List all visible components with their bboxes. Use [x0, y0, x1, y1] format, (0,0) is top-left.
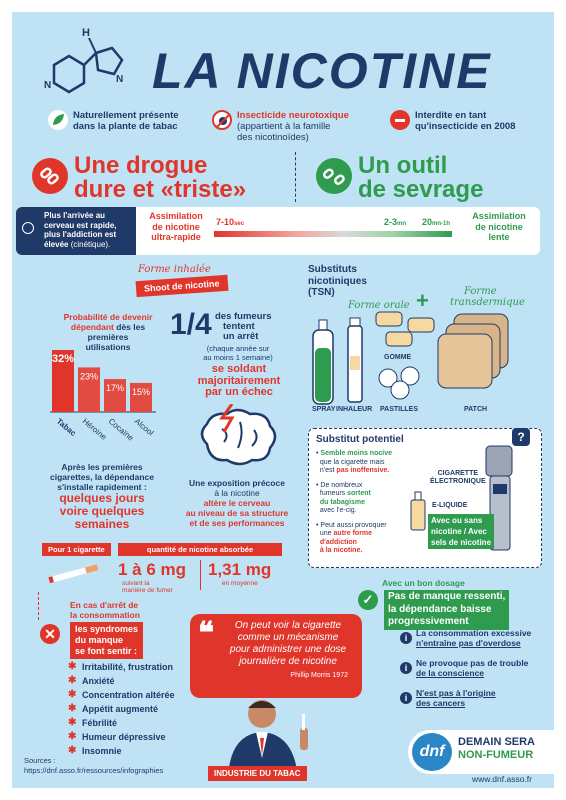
- slow-label-2: de nicotine: [475, 221, 523, 232]
- intro-line3: plus l'addiction est: [44, 230, 117, 239]
- withdrawal-l3: les syndromes: [75, 624, 139, 634]
- b3b: une: [319, 530, 332, 537]
- b1d: pas inoffensive.: [336, 467, 390, 474]
- withdrawal-list: [68, 660, 175, 758]
- lozenge-label: PASTILLES: [380, 406, 418, 413]
- page-title: LA NICOTINE: [152, 43, 492, 99]
- spray-label: SPRAY: [312, 406, 336, 413]
- fast-label: [140, 211, 212, 243]
- info-2a: Ne provoque pas de trouble: [416, 658, 529, 668]
- svg-text:H: H: [82, 27, 90, 39]
- cigarette-icon: [46, 560, 106, 584]
- brand-slogan: [458, 736, 535, 762]
- b1c: n'est: [319, 467, 335, 474]
- withdrawal-dash: [38, 592, 39, 620]
- after-l5: voire quelques: [59, 504, 145, 518]
- info-icon: i: [400, 662, 412, 674]
- feature-plant-line2: dans la plante de tabac: [73, 121, 178, 132]
- potential-title: Substitut potentiel: [316, 434, 404, 445]
- per-cig-v1-note: [122, 580, 173, 594]
- tag2: nicotine / Avec: [431, 527, 487, 536]
- exposition-l5: et de ses performances: [189, 518, 285, 528]
- b2e: avec l'e-cig.: [319, 507, 357, 514]
- feature-plant-line1: Naturellement présente: [73, 110, 179, 121]
- quarter-t8: par un échec: [205, 386, 273, 398]
- broken-chain-icon: [316, 158, 352, 194]
- tsn-title: [308, 264, 367, 299]
- lozenge-icon: [376, 366, 432, 400]
- tsn-l1: Substituts: [308, 264, 357, 275]
- forbidden-icon: [390, 110, 410, 130]
- quarter-t7: majoritairement: [197, 374, 281, 387]
- clock-icon: [22, 222, 34, 234]
- exposition-text: [172, 478, 302, 528]
- chart-category-label-0: Tabac: [54, 416, 78, 439]
- quote-box: [190, 614, 362, 698]
- withdrawal-item: ✱ Fébrilité: [68, 716, 175, 730]
- chart-title-5: utilisations: [85, 342, 131, 352]
- tag1: Avec ou sans: [431, 516, 483, 525]
- chart-category-label-3: Alcool: [132, 416, 156, 438]
- sources-link[interactable]: https://dnf.asso.fr/ressources/infographies: [24, 766, 164, 775]
- per-cig-label: Pour 1 cigarette: [42, 543, 111, 556]
- quarter-t5: au moins 1 semaine): [203, 352, 273, 362]
- absorbed-label: quantité de nicotine absorbée: [118, 543, 282, 556]
- right-heading-line1: Un outil: [358, 152, 448, 179]
- chart-category-label-1: Héroïne: [80, 416, 109, 442]
- quote-l3: pour administrer une dose: [229, 644, 347, 655]
- fast-label-3: ultra-rapide: [151, 232, 201, 242]
- after-text: [38, 462, 166, 531]
- sources-l1: Sources :: [24, 756, 56, 765]
- info-2: [416, 658, 528, 678]
- left-heading: [74, 154, 246, 202]
- b1a: Semble moins nocive: [320, 450, 392, 457]
- trans-l2: transdermique: [450, 297, 525, 308]
- slow-time-value: 20: [422, 217, 433, 227]
- after-l3: s'installe rapidement :: [57, 482, 147, 492]
- quote-l2: comme un mécanisme: [237, 632, 339, 643]
- per-cig-v2: 1,31 mg: [208, 560, 272, 579]
- slow-label-1: Assimilation: [472, 211, 526, 221]
- cig2: ÉLECTRONIQUE: [430, 478, 486, 485]
- quarter-t4: (chaque année sur: [206, 344, 270, 353]
- b3d: d'addiction: [319, 538, 357, 546]
- withdrawal-l1: En cas d'arrêt de: [70, 600, 139, 610]
- dosage-l2: la dépendance baisse: [388, 603, 492, 615]
- quarter-t3: un arrêt: [223, 331, 259, 342]
- quarter-t1: des fumeurs: [215, 311, 272, 322]
- svg-text:N: N: [44, 80, 52, 91]
- slow-time-unit: mn-1h: [432, 221, 451, 227]
- per-cig-v1a: suivant la: [122, 580, 150, 587]
- fast-label-2: de nicotine: [152, 221, 200, 232]
- check-icon: ✓: [358, 590, 378, 610]
- brand-l2: NON-FUMEUR: [458, 749, 534, 761]
- slow-label-3: lente: [488, 232, 510, 242]
- question-icon: ?: [512, 428, 530, 446]
- forme-orale-label: Forme orale: [348, 300, 410, 311]
- eliquid-label: E-LIQUIDE: [432, 502, 468, 509]
- per-cig-v1: 1 à 6 mg: [118, 560, 187, 579]
- brain-icon: [192, 404, 282, 474]
- brand-url-link[interactable]: www.dnf.asso.fr: [472, 774, 532, 784]
- b3a: Peut aussi provoquer: [320, 521, 387, 529]
- tag3: sels de nicotine: [431, 538, 492, 547]
- sources: [24, 756, 163, 776]
- bug-icon: [212, 110, 232, 130]
- chart-value-label-0: 32%: [51, 353, 75, 365]
- quote-mark-icon: ❝: [198, 617, 215, 650]
- b1b: que la cigarette mais: [319, 458, 385, 466]
- chart-value-label-3: 15%: [131, 386, 151, 397]
- withdrawal-l5: se font sentir :: [75, 646, 138, 656]
- feature-plant: [48, 110, 188, 132]
- slow-label: [460, 211, 538, 243]
- inhaler-icon: [344, 316, 366, 406]
- withdrawal-item: ✱ Humeur dépressive: [68, 730, 175, 744]
- info-icon: i: [400, 692, 412, 704]
- fast-time: [216, 217, 244, 227]
- right-heading-line2: de sevrage: [358, 176, 484, 203]
- dependence-bar-chart: [32, 337, 172, 462]
- feature-insecticide-line1: Insecticide neurotoxique: [237, 110, 349, 121]
- b2c: sortent: [347, 490, 371, 497]
- dnf-logo-icon: dnf: [412, 733, 452, 771]
- nicotine-options-tag: [428, 514, 494, 549]
- withdrawal-item: ✱ Irritabilité, frustration: [68, 660, 175, 674]
- feature-forbidden: [390, 110, 540, 132]
- info-3b: des cancers: [416, 698, 466, 708]
- intro-line1: Plus l'arrivée au: [44, 211, 106, 220]
- tsn-l3: (TSN): [308, 287, 335, 298]
- dosage-l1: Pas de manque ressenti,: [388, 591, 506, 602]
- quarter-t6: se soldant: [211, 363, 267, 375]
- gum-label: GOMME: [384, 354, 412, 361]
- feature-insecticide: [212, 110, 382, 143]
- slow-time: [422, 217, 450, 227]
- quarter-note: [190, 345, 286, 362]
- withdrawal-highlight: [70, 622, 143, 659]
- b2d: du tabagisme: [319, 498, 366, 506]
- quarter-failure: [184, 364, 294, 399]
- mid-time-unit: mn: [397, 221, 407, 227]
- info-1b: n'entraîne pas d'overdose: [416, 638, 521, 648]
- quote-l1: On peut voir la cigarette: [234, 620, 342, 631]
- nicotine-molecule-icon: [34, 20, 134, 100]
- quarter-text: [215, 312, 272, 342]
- patch-icon: [436, 308, 516, 392]
- withdrawal-l4: du manque: [75, 635, 124, 645]
- chart-title-4: premières: [87, 332, 129, 342]
- quote-text: [222, 620, 354, 668]
- quarter-fraction: 1/4: [170, 308, 212, 341]
- exposition-l3: altère le cerveau: [203, 498, 271, 508]
- exposition-l1: Une exposition précoce: [189, 478, 285, 488]
- gum-icon: [370, 308, 440, 352]
- after-l4: quelques jours: [59, 491, 145, 505]
- b3e: à la nicotine.: [319, 547, 363, 554]
- withdrawal-item: ✱ Appétit augmenté: [68, 702, 175, 716]
- left-heading-line2: dure et «triste»: [74, 176, 247, 203]
- per-cig-v2-note: en moyenne: [222, 580, 258, 587]
- forme-transdermique-label: [450, 286, 525, 308]
- patch-label: PATCH: [464, 406, 488, 413]
- intro-line5: (cinétique).: [70, 239, 111, 249]
- after-l2: cigarettes, la dépendance: [50, 472, 154, 482]
- chart-category-label-2: Cocaïne: [106, 416, 136, 443]
- chart-title-3: dès les: [116, 322, 146, 332]
- ecig-label: [430, 470, 486, 486]
- kinetics-gradient-bar: [214, 231, 452, 237]
- info-1: [416, 628, 531, 648]
- chain-icon: [32, 158, 68, 194]
- quote-l4: journalière de nicotine: [239, 656, 337, 667]
- b2a: De nombreux: [320, 481, 363, 489]
- chart-title-2: dépendant: [70, 322, 114, 332]
- shoot-label: Shoot de nicotine: [136, 275, 228, 297]
- withdrawal-l2: la consommation: [70, 610, 140, 620]
- feature-forbidden-line2: qu'insecticide en 2008: [415, 121, 516, 132]
- intro-line2: cerveau est rapide,: [44, 220, 117, 230]
- fast-time-unit: sec: [234, 221, 245, 227]
- exposition-l2: à la nicotine: [214, 488, 260, 498]
- dosage-intro: Avec un bon dosage: [382, 578, 465, 588]
- withdrawal-intro: [70, 600, 140, 620]
- withdrawal-item: ✱ Insomnie: [68, 744, 175, 758]
- left-heading-line1: Une drogue: [74, 152, 208, 179]
- eliquid-icon: [408, 490, 428, 532]
- info-icon: i: [400, 632, 412, 644]
- potential-bullets: • Semble moins nocive que la cigarette mais n'est pas inoffensive. • De nombreux fumeurs sortent du tabagisme avec l'e-cig. • Peut aussi provoquer une autre forme d'addiction à la nicotine.: [316, 450, 392, 554]
- dosage-l3: progressivement: [388, 616, 469, 627]
- dosage-highlight: [384, 590, 509, 630]
- mid-time: [384, 217, 406, 227]
- forme-inhalee-label: Forme inhalée: [138, 264, 211, 275]
- cross-icon: ✕: [40, 624, 60, 644]
- trans-l1: Forme: [464, 286, 497, 297]
- exposition-l4: au niveau de sa structure: [185, 508, 289, 518]
- info-3a: N'est pas à l'origine: [416, 688, 496, 698]
- brand-l1: DEMAIN SERA: [458, 736, 536, 748]
- per-cig-v1b: manière de fumer: [122, 587, 173, 594]
- center-divider: [295, 152, 296, 202]
- chart-value-label-1: 23%: [79, 371, 99, 382]
- tsn-l2: nicotiniques: [308, 275, 367, 287]
- after-l1: Après les premières: [61, 462, 143, 472]
- quote-author: Phillip Morris 1972: [290, 672, 348, 679]
- chart-title-1: Probabilité de devenir: [63, 312, 153, 322]
- b3c: autre forme: [333, 530, 373, 537]
- quarter-t2: tentent: [223, 321, 255, 332]
- feature-insecticide-line3: des nicotinoïdes): [237, 132, 309, 143]
- info-2b: de la conscience: [416, 668, 485, 678]
- plus-icon: +: [416, 288, 429, 313]
- feature-insecticide-line2: (appartient à la famille: [237, 121, 331, 132]
- withdrawal-item: ✱ Concentration altérée: [68, 688, 175, 702]
- info-3: [416, 688, 496, 708]
- inhaler-label: INHALEUR: [336, 406, 373, 413]
- mid-time-value: 2-3: [384, 217, 398, 227]
- b2b: fumeurs: [319, 490, 346, 497]
- industry-label: INDUSTRIE DU TABAC: [208, 766, 307, 781]
- leaf-icon: [48, 110, 68, 130]
- infographic-page: [12, 12, 554, 788]
- cig1: CIGARETTE: [437, 470, 479, 477]
- chart-value-label-2: 17%: [105, 383, 125, 394]
- fast-label-1: Assimilation: [149, 211, 203, 221]
- withdrawal-item: ✱ Anxiété: [68, 674, 175, 688]
- svg-text:N: N: [116, 74, 124, 85]
- fast-time-value: 7-10: [216, 217, 235, 227]
- assimilation-intro: [16, 207, 136, 255]
- after-l6: semaines: [74, 517, 130, 531]
- spray-icon: [310, 318, 338, 406]
- info-1a: La consommation excessive: [416, 628, 532, 638]
- intro-line4: élevée: [44, 239, 69, 249]
- feature-forbidden-line1: Interdite en tant: [415, 110, 487, 121]
- per-cig-divider: [200, 560, 201, 590]
- right-heading: [358, 154, 483, 202]
